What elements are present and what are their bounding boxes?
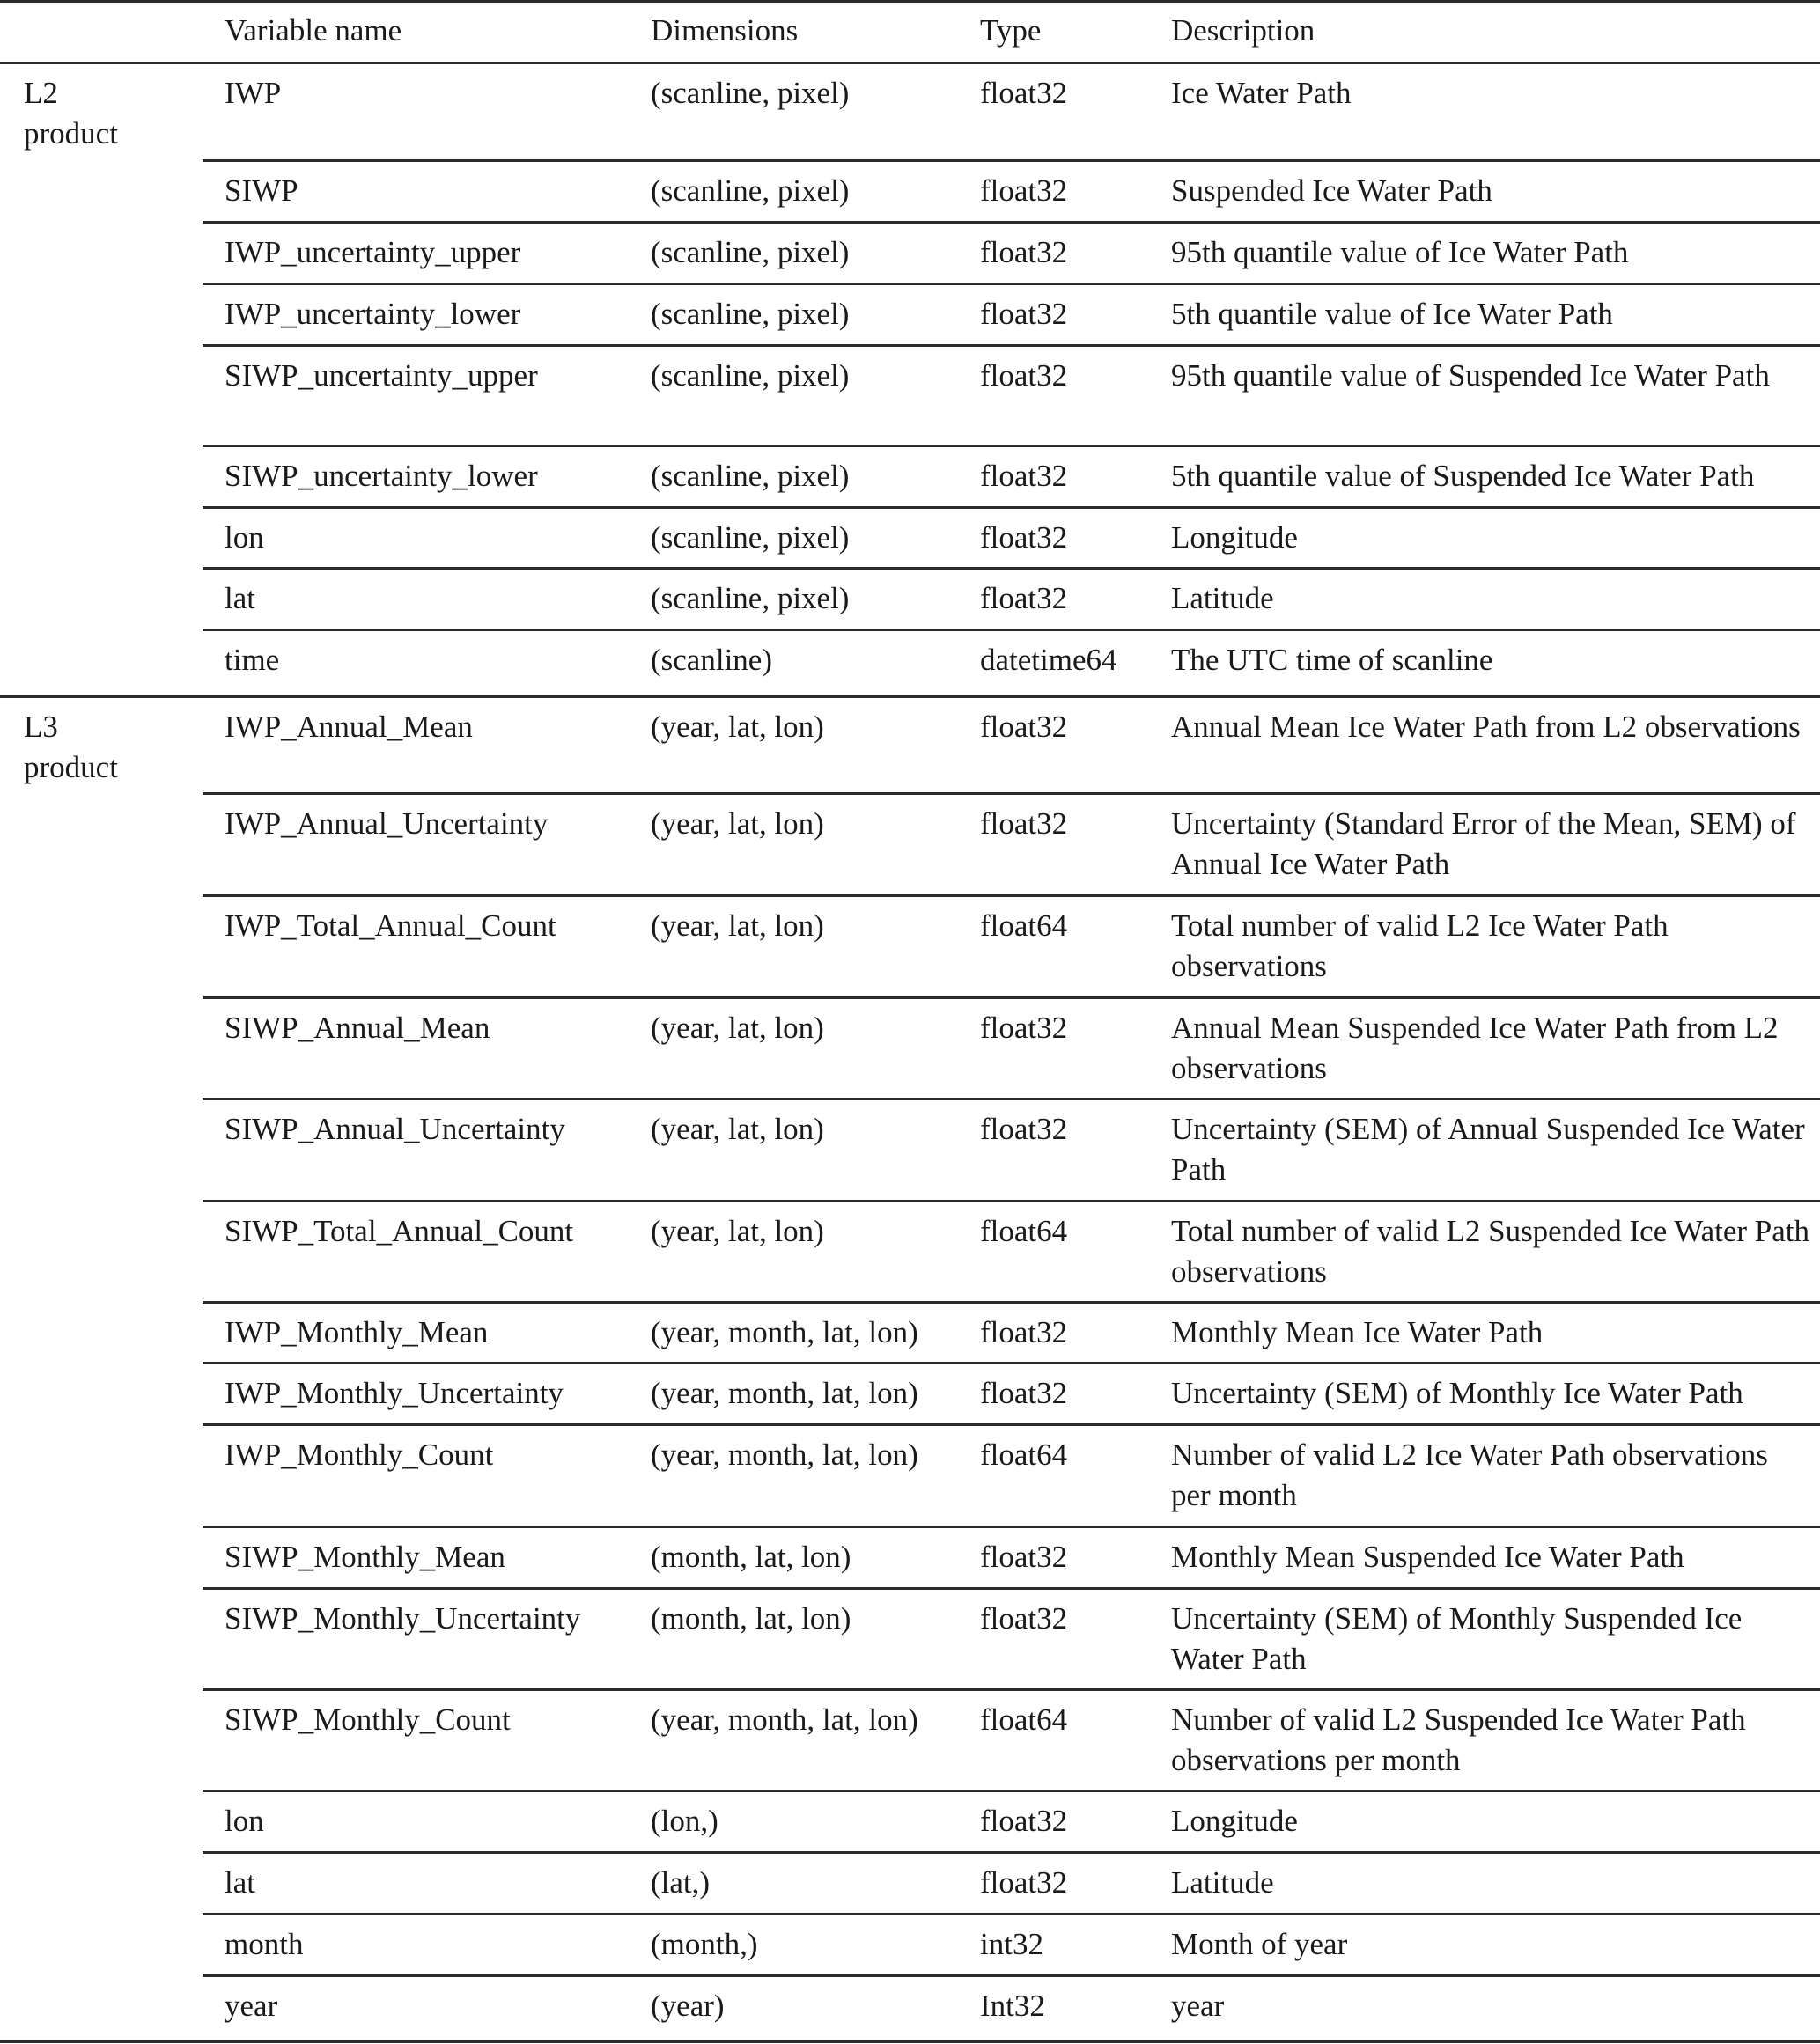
row-rule — [203, 1200, 1820, 1202]
header-dimensions: Dimensions — [651, 13, 799, 48]
dimensions-cell: (scanline, pixel) — [651, 520, 850, 555]
type-cell: float64 — [980, 1702, 1068, 1737]
description-cell: Uncertainty (SEM) of Annual Suspended Ice Water Path — [1171, 1112, 1805, 1187]
dimensions-cell: (scanline, pixel) — [651, 76, 850, 110]
variable-name-cell: IWP_Annual_Uncertainty — [225, 806, 549, 841]
description-cell: Latitude — [1171, 581, 1274, 615]
dimensions-cell: (year, lat, lon) — [651, 806, 824, 841]
variable-name-cell: lon — [225, 520, 264, 555]
row-rule — [203, 629, 1820, 631]
dimensions-cell: (scanline, pixel) — [651, 358, 850, 393]
description-cell: Latitude — [1171, 1865, 1274, 1900]
group-label-line1: L2 — [24, 76, 58, 110]
dimensions-cell: (year, lat, lon) — [651, 1214, 824, 1248]
type-cell: float32 — [980, 235, 1068, 269]
type-cell: float32 — [980, 806, 1068, 841]
variable-name-cell: IWP_Total_Annual_Count — [225, 908, 556, 943]
description-cell: Uncertainty (Standard Error of the Mean, SEM) of Annual Ice Water Path — [1171, 806, 1796, 881]
row-rule — [203, 1098, 1820, 1100]
type-cell: float32 — [980, 1540, 1068, 1574]
type-cell: float32 — [980, 1865, 1068, 1900]
dimensions-cell: (lat,) — [651, 1865, 711, 1900]
type-cell: float32 — [980, 1315, 1068, 1349]
header-type: Type — [980, 13, 1042, 48]
group-rule — [0, 2040, 1820, 2043]
description-cell: year — [1171, 1989, 1225, 2023]
variable-name-cell: month — [225, 1927, 304, 1961]
dimensions-cell: (year, lat, lon) — [651, 1011, 824, 1045]
type-cell: float64 — [980, 1437, 1068, 1472]
variable-name-cell: SIWP_Annual_Uncertainty — [225, 1112, 565, 1146]
type-cell: float32 — [980, 1376, 1068, 1410]
group-label — [24, 73, 118, 154]
variable-name-cell: IWP_Monthly_Mean — [225, 1315, 489, 1349]
type-cell: float32 — [980, 1112, 1068, 1146]
description-cell: Number of valid L2 Ice Water Path observations per month — [1171, 1437, 1768, 1512]
variable-name-cell: SIWP_Annual_Mean — [225, 1011, 490, 1045]
description-cell: Annual Mean Suspended Ice Water Path from L2 observations — [1171, 1011, 1779, 1085]
variable-name-cell: time — [225, 643, 280, 677]
dimensions-cell: (month, lat, lon) — [651, 1601, 851, 1636]
description-cell: Month of year — [1171, 1927, 1348, 1961]
header-rule — [0, 62, 1820, 64]
description-cell: Uncertainty (SEM) of Monthly Ice Water Path — [1171, 1376, 1743, 1410]
row-rule — [203, 445, 1820, 447]
row-rule — [203, 159, 1820, 162]
header-description: Description — [1171, 13, 1315, 48]
dimensions-cell: (scanline, pixel) — [651, 235, 850, 269]
variable-name-cell: IWP_uncertainty_upper — [225, 235, 521, 269]
dimensions-cell: (year, month, lat, lon) — [651, 1315, 918, 1349]
dimensions-cell: (year) — [651, 1989, 725, 2023]
dimensions-cell: (scanline, pixel) — [651, 581, 850, 615]
row-rule — [203, 344, 1820, 347]
row-rule — [203, 567, 1820, 570]
description-cell: 95th quantile value of Ice Water Path — [1171, 235, 1629, 269]
variable-name-cell: SIWP_uncertainty_lower — [225, 459, 538, 493]
variable-name-cell: IWP_Monthly_Uncertainty — [225, 1376, 564, 1410]
description-cell: Longitude — [1171, 1804, 1298, 1838]
dimensions-cell: (year, lat, lon) — [651, 908, 824, 943]
group-label-line1: L3 — [24, 710, 58, 744]
variable-name-cell: SIWP — [225, 173, 298, 208]
description-cell: Uncertainty (SEM) of Monthly Suspended Ice Water Path — [1171, 1601, 1743, 1676]
group-label-line2: product — [24, 116, 118, 151]
variable-name-cell: IWP_Annual_Mean — [225, 710, 473, 744]
type-cell: float32 — [980, 1601, 1068, 1636]
variable-name-cell: SIWP_Monthly_Count — [225, 1702, 511, 1737]
variable-name-cell: year — [225, 1989, 278, 2023]
row-rule — [203, 221, 1820, 224]
description-cell: 5th quantile value of Suspended Ice Water Path — [1171, 459, 1755, 493]
dimensions-cell: (scanline, pixel) — [651, 459, 850, 493]
dimensions-cell: (scanline, pixel) — [651, 297, 850, 331]
group-rule — [0, 695, 1820, 698]
type-cell: datetime64 — [980, 643, 1117, 677]
dimensions-cell: (lon,) — [651, 1804, 718, 1838]
row-rule — [203, 1913, 1820, 1915]
variable-name-cell: IWP — [225, 76, 282, 110]
description-cell: Longitude — [1171, 520, 1298, 555]
header-variable-name: Variable name — [225, 13, 402, 48]
row-rule — [203, 283, 1820, 285]
description-cell: Suspended Ice Water Path — [1171, 173, 1492, 208]
row-rule — [203, 1851, 1820, 1854]
dimensions-cell: (scanline) — [651, 643, 772, 677]
description-cell: Ice Water Path — [1171, 76, 1352, 110]
dimensions-cell: (year, month, lat, lon) — [651, 1376, 918, 1410]
description-cell: Total number of valid L2 Ice Water Path observations — [1171, 908, 1669, 983]
type-cell: int32 — [980, 1927, 1043, 1961]
dimensions-cell: (month, lat, lon) — [651, 1540, 851, 1574]
type-cell: float32 — [980, 520, 1068, 555]
row-rule — [203, 792, 1820, 795]
row-rule — [203, 996, 1820, 999]
dimensions-cell: (year, lat, lon) — [651, 1112, 824, 1146]
description-cell: Number of valid L2 Suspended Ice Water Path observations per month — [1171, 1702, 1746, 1777]
row-rule — [203, 1587, 1820, 1590]
type-cell: float32 — [980, 297, 1068, 331]
variable-name-cell: lat — [225, 1865, 255, 1900]
description-cell: Monthly Mean Ice Water Path — [1171, 1315, 1544, 1349]
description-cell: 5th quantile value of Ice Water Path — [1171, 297, 1613, 331]
description-cell: Monthly Mean Suspended Ice Water Path — [1171, 1540, 1684, 1574]
dimensions-cell: (month,) — [651, 1927, 758, 1961]
group-label-line2: product — [24, 750, 118, 784]
type-cell: float32 — [980, 459, 1068, 493]
row-rule — [203, 894, 1820, 897]
type-cell: float32 — [980, 358, 1068, 393]
row-rule — [203, 1526, 1820, 1528]
variable-name-cell: SIWP_Monthly_Uncertainty — [225, 1601, 581, 1636]
row-rule — [203, 506, 1820, 509]
row-rule — [203, 1301, 1820, 1304]
dimensions-cell: (scanline, pixel) — [651, 173, 850, 208]
dimensions-cell: (year, month, lat, lon) — [651, 1437, 918, 1472]
top-rule — [0, 0, 1820, 3]
type-cell: Int32 — [980, 1989, 1045, 2023]
variable-name-cell: SIWP_Monthly_Mean — [225, 1540, 505, 1574]
type-cell: float32 — [980, 173, 1068, 208]
type-cell: float32 — [980, 1804, 1068, 1838]
variable-name-cell: SIWP_Total_Annual_Count — [225, 1214, 574, 1248]
type-cell: float32 — [980, 710, 1068, 744]
dimensions-cell: (year, lat, lon) — [651, 710, 824, 744]
description-cell: Annual Mean Ice Water Path from L2 observations — [1171, 710, 1801, 744]
variable-name-cell: lon — [225, 1804, 264, 1838]
description-cell: 95th quantile value of Suspended Ice Water Path — [1171, 358, 1770, 393]
row-rule — [203, 1790, 1820, 1792]
type-cell: float32 — [980, 76, 1068, 110]
group-label — [24, 707, 118, 788]
variable-name-cell: SIWP_uncertainty_upper — [225, 358, 538, 393]
row-rule — [203, 1688, 1820, 1691]
row-rule — [203, 1423, 1820, 1426]
variable-name-cell: lat — [225, 581, 255, 615]
type-cell: float32 — [980, 581, 1068, 615]
type-cell: float64 — [980, 1214, 1068, 1248]
description-cell: Total number of valid L2 Suspended Ice Water Path observations — [1171, 1214, 1810, 1289]
dimensions-cell: (year, month, lat, lon) — [651, 1702, 918, 1737]
type-cell: float64 — [980, 908, 1068, 943]
description-cell: The UTC time of scanline — [1171, 643, 1493, 677]
variable-name-cell: IWP_Monthly_Count — [225, 1437, 494, 1472]
type-cell: float32 — [980, 1011, 1068, 1045]
row-rule — [203, 1362, 1820, 1364]
variable-name-cell: IWP_uncertainty_lower — [225, 297, 521, 331]
row-rule — [203, 1974, 1820, 1977]
